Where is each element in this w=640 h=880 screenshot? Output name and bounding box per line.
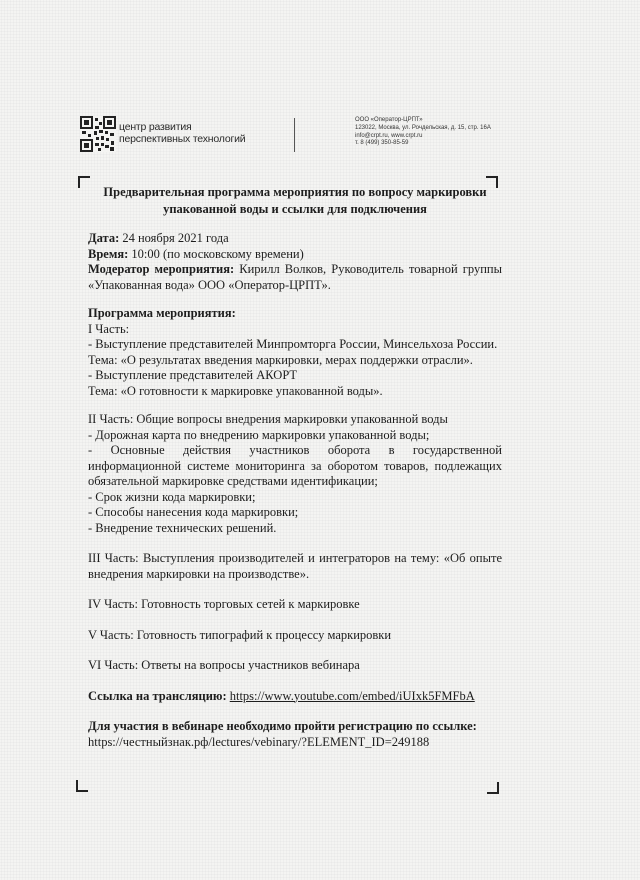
- time-label: Время:: [88, 246, 129, 261]
- qr-logo-icon: [80, 116, 116, 152]
- date-label: Дата:: [88, 231, 120, 245]
- corner-mark-bottom-left: [76, 780, 88, 792]
- part1-line: Тема: «О готовности к маркировке упакованной воды».: [88, 383, 383, 398]
- logo-line-2: перспективных технологий: [119, 133, 246, 145]
- logo-text: [119, 121, 245, 145]
- document-body: [88, 184, 502, 750]
- program-heading: Программа мероприятия:: [88, 306, 236, 320]
- header-divider: [294, 118, 295, 152]
- part1-line: Тема: «О результатах введения маркировки, мерах поддержки отрасли».: [88, 352, 473, 367]
- date-value: 24 ноября 2021 года: [119, 231, 229, 245]
- company-phone: т. 8 (499) 350-85-59: [355, 140, 409, 147]
- part2-line: - Внедрение технических решений.: [88, 520, 277, 535]
- part2-line: - Основные действия участников оборота в государственной информационной системе мониторинга за оборотом товаров, подлежащих обязательной маркировке средствами идентификации;: [88, 443, 502, 488]
- stream-label: Ссылка на трансляцию:: [88, 688, 227, 703]
- part2-title: II Часть: Общие вопросы внедрения маркировки упакованной воды: [88, 412, 448, 426]
- part1-title: I Часть:: [88, 321, 130, 336]
- registration-label: Для участия в вебинаре необходимо пройти регистрацию по ссылке:: [88, 719, 477, 733]
- time-line: [88, 247, 502, 263]
- company-address: 123022, Москва, ул. Рочдельская, д. 15, стр. 16А: [355, 124, 491, 131]
- stream-link[interactable]: https://www.youtube.com/embed/iUIxk5FMFbA: [229, 688, 475, 703]
- company-details: [355, 117, 491, 148]
- part2-line: - Дорожная карта по внедрению маркировки упакованной воды;: [88, 427, 430, 442]
- part4-text: IV Часть: Готовность торговых сетей к маркировке: [88, 597, 360, 611]
- date-line: [88, 231, 502, 247]
- corner-mark-bottom-right: [487, 782, 499, 794]
- part3-text: III Часть: Выступления производителей и интеграторов на тему: «Об опыте внедрения маркировки на производстве».: [88, 551, 502, 581]
- registration-link[interactable]: https://честныйзнак.рф/lectures/vebinary/?ELEMENT_ID=249188: [88, 734, 430, 749]
- moderator-line: [88, 262, 502, 293]
- stream-line: [88, 689, 502, 705]
- moderator-label: Модератор мероприятия:: [88, 262, 235, 276]
- part2-line: - Способы нанесения кода маркировки;: [88, 505, 299, 519]
- moderator-value: Кирилл Волков, Руководитель товарной группы «Упакованная вода» ООО «Оператор-ЦРПТ».: [88, 262, 502, 292]
- part1-line: - Выступление представителей АКОРТ: [88, 368, 298, 382]
- part6-text: VI Часть: Ответы на вопросы участников вебинара: [88, 658, 360, 672]
- time-value: 10:00 (по московскому времени): [128, 246, 304, 261]
- part2-line: - Срок жизни кода маркировки;: [88, 489, 256, 504]
- logo-line-1: центр развития: [119, 121, 192, 133]
- part1-line: - Выступление представителей Минпромторга России, Минсельхоза России.: [88, 337, 498, 351]
- company-name: ООО «Оператор-ЦРПТ»: [355, 117, 423, 123]
- company-web: info@crpt.ru, www.crpt.ru: [355, 132, 423, 139]
- part5-text: V Часть: Готовность типографий к процессу маркировки: [88, 627, 392, 642]
- document-title: Предварительная программа мероприятия по вопросу маркировки упакованной воды и ссылки для подключения: [103, 185, 487, 216]
